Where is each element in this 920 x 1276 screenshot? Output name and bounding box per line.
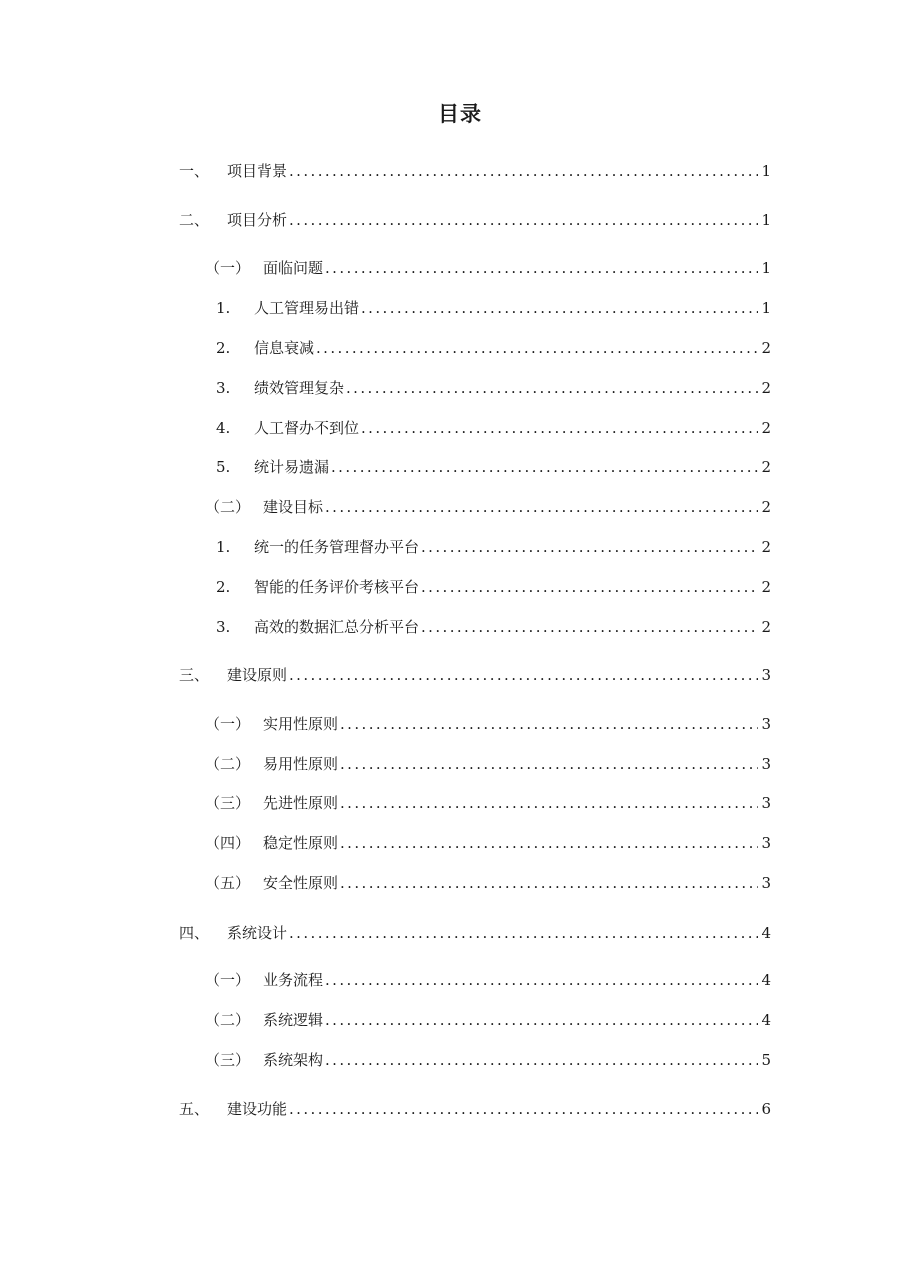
toc-entry-2[interactable] [179, 209, 771, 231]
toc-entry-number: （一） [205, 715, 251, 733]
toc-entry-2-1-5[interactable] [216, 456, 771, 478]
toc-entry-text: 系统设计 [227, 924, 288, 942]
toc-entry-4-1[interactable] [205, 969, 771, 991]
toc-entry-2-2[interactable] [205, 496, 771, 518]
toc-entry-number: 四、 [179, 924, 210, 942]
toc-dot-leader [361, 297, 758, 319]
toc-entry-text: 先进性原则 [263, 794, 339, 812]
toc-entry-2-2-3[interactable] [216, 616, 771, 638]
toc-entry-text: 系统逻辑 [263, 1011, 324, 1029]
toc-page-number: 1 [761, 211, 771, 229]
toc-entry-number: 4. [216, 419, 231, 437]
toc-entry-text: 稳定性原则 [263, 834, 339, 852]
toc-entry-3[interactable] [179, 664, 771, 686]
toc-entry-3-3[interactable] [205, 792, 771, 814]
toc-dot-leader [331, 456, 758, 478]
toc-entry-2-1[interactable] [205, 257, 771, 279]
toc-dot-leader [325, 496, 758, 518]
toc-dot-leader [361, 417, 758, 439]
toc-page-number: 2 [761, 498, 771, 516]
toc-dot-leader [421, 576, 758, 598]
toc-entry-number: （一） [205, 971, 251, 989]
toc-entry-text: 建设功能 [227, 1100, 288, 1118]
toc-page-number: 2 [761, 458, 771, 476]
toc-page-number: 2 [761, 339, 771, 357]
toc-entry-3-5[interactable] [205, 872, 771, 894]
toc-entry-number: 一、 [179, 162, 210, 180]
toc-entry-1[interactable] [179, 160, 771, 182]
toc-page-number: 1 [761, 162, 771, 180]
toc-entry-2-2-1[interactable] [216, 536, 771, 558]
toc-page-number: 5 [761, 1051, 771, 1069]
toc-entry-3-4[interactable] [205, 832, 771, 854]
toc-dot-leader [340, 832, 758, 854]
toc-dot-leader [421, 616, 758, 638]
toc-entry-number: （二） [205, 498, 251, 516]
toc-dot-leader [421, 536, 758, 558]
toc-entry-number: 1. [216, 538, 231, 556]
toc-entry-text: 智能的任务评价考核平台 [254, 578, 420, 596]
toc-entry-number: 2. [216, 578, 231, 596]
toc-entry-text: 人工管理易出错 [254, 299, 360, 317]
toc-entry-text: 业务流程 [263, 971, 324, 989]
toc-entry-text: 实用性原则 [263, 715, 339, 733]
toc-entry-number: 1. [216, 299, 231, 317]
toc-entry-text: 项目分析 [227, 211, 288, 229]
toc-entry-number: （二） [205, 755, 251, 773]
toc-page-number: 2 [761, 538, 771, 556]
toc-dot-leader [346, 377, 758, 399]
toc-entry-number: 二、 [179, 211, 210, 229]
toc-entry-text: 建设原则 [227, 666, 288, 684]
toc-entry-number: 2. [216, 339, 231, 357]
toc-page-number: 3 [761, 715, 771, 733]
toc-entry-4-3[interactable] [205, 1049, 771, 1071]
toc-page-number: 1 [761, 259, 771, 277]
toc-entry-2-2-2[interactable] [216, 576, 771, 598]
toc-entry-text: 统计易遗漏 [254, 458, 330, 476]
toc-entry-text: 易用性原则 [263, 755, 339, 773]
toc-page-number: 6 [761, 1100, 771, 1118]
toc-entry-text: 统一的任务管理督办平台 [254, 538, 420, 556]
toc-dot-leader [289, 1098, 758, 1120]
toc-dot-leader [325, 1009, 758, 1031]
toc-dot-leader [289, 209, 758, 231]
toc-entry-number: （四） [205, 834, 251, 852]
toc-page-number: 3 [761, 834, 771, 852]
toc-entry-text: 人工督办不到位 [254, 419, 360, 437]
toc-page-number: 4 [761, 1011, 771, 1029]
toc-entry-number: 五、 [179, 1100, 210, 1118]
toc-entry-5[interactable] [179, 1098, 771, 1120]
toc-entry-2-1-3[interactable] [216, 377, 771, 399]
toc-entry-number: 5. [216, 458, 231, 476]
toc-entry-text: 信息衰减 [254, 339, 315, 357]
toc-dot-leader [325, 257, 758, 279]
toc-page-number: 2 [761, 578, 771, 596]
toc-entry-text: 系统架构 [263, 1051, 324, 1069]
toc-dot-leader [325, 969, 758, 991]
toc-dot-leader [289, 160, 758, 182]
toc-entry-number: （二） [205, 1011, 251, 1029]
toc-page-number: 3 [761, 666, 771, 684]
toc-title: 目录 [438, 102, 482, 126]
toc-entry-2-1-2[interactable] [216, 337, 771, 359]
toc-page-number: 3 [761, 794, 771, 812]
toc-entry-3-1[interactable] [205, 713, 771, 735]
toc-entry-text: 面临问题 [263, 259, 324, 277]
toc-dot-leader [340, 872, 758, 894]
toc-dot-leader [325, 1049, 758, 1071]
toc-dot-leader [340, 713, 758, 735]
toc-page-number: 2 [761, 419, 771, 437]
toc-page-number: 4 [761, 971, 771, 989]
toc-entry-4-2[interactable] [205, 1009, 771, 1031]
toc-entry-text: 建设目标 [263, 498, 324, 516]
toc-dot-leader [340, 753, 758, 775]
toc-entry-2-1-4[interactable] [216, 417, 771, 439]
toc-dot-leader [289, 922, 758, 944]
toc-entry-text: 安全性原则 [263, 874, 339, 892]
toc-entry-2-1-1[interactable] [216, 297, 771, 319]
toc-entry-text: 高效的数据汇总分析平台 [254, 618, 420, 636]
toc-entry-3-2[interactable] [205, 753, 771, 775]
toc-entry-text: 项目背景 [227, 162, 288, 180]
toc-entry-number: 3. [216, 618, 231, 636]
toc-page-number: 4 [761, 924, 771, 942]
toc-entry-number: （一） [205, 259, 251, 277]
toc-page-number: 3 [761, 755, 771, 773]
toc-entry-number: （五） [205, 874, 251, 892]
toc-entry-4[interactable] [179, 922, 771, 944]
toc-entry-number: （三） [205, 794, 251, 812]
toc-entry-number: 3. [216, 379, 231, 397]
toc-entry-number: （三） [205, 1051, 251, 1069]
toc-entry-text: 绩效管理复杂 [254, 379, 345, 397]
toc-entry-number: 三、 [179, 666, 210, 684]
toc-dot-leader [316, 337, 758, 359]
toc-dot-leader [289, 664, 758, 686]
toc-page-number: 3 [761, 874, 771, 892]
toc-page-number: 1 [761, 299, 771, 317]
toc-dot-leader [340, 792, 758, 814]
toc-page-number: 2 [761, 379, 771, 397]
toc-page-number: 2 [761, 618, 771, 636]
